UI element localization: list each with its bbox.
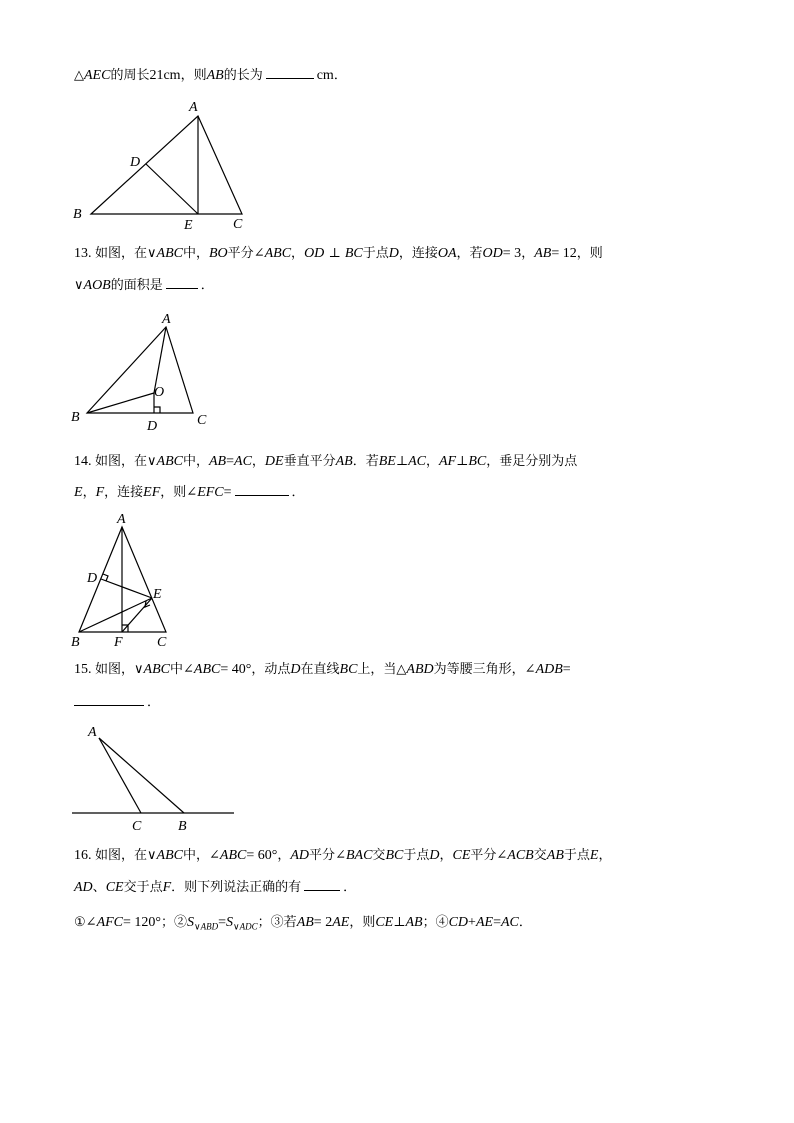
fig15-label-b: B — [178, 819, 187, 834]
fig13-label-o: O — [154, 385, 165, 400]
fig12-label-e: E — [184, 218, 193, 233]
question-13-line-2: ∨AOB的面积是 ． — [74, 278, 214, 293]
question-14-line-2: E，F，连接EF，则∠EFC= ． — [74, 485, 305, 500]
fig12-label-d: D — [130, 155, 141, 170]
question-13-line-1: 13. 如图，在∨ABC中，BO平分∠ABC，OD ⊥ BC于点D，连接OA，若OD= 3，AB= 12，则 — [74, 246, 603, 261]
fig12-label-b: B — [73, 207, 82, 222]
question-16-line-1: 16. 如图，在∨ABC中，∠ABC= 60°，AD平分∠BAC交BC于点D，CE平分∠ACB交AB于点E， — [74, 848, 612, 863]
question-16-line-2: AD、CE交于点F．则下列说法正确的有 ． — [74, 880, 357, 895]
fig14-label-f: F — [114, 635, 123, 650]
question-16-options: ①∠AFC= 120°；$②S_{\vee ABD}=S_{\vee ADC}$；③若AB= 2AE，则CE⊥AB；④CD+AE=AC． — [74, 915, 532, 932]
fig14-label-b: B — [71, 635, 80, 650]
fig12-label-a: A — [189, 100, 198, 115]
fig15-segment-ac — [99, 738, 141, 813]
fig13-label-c: C — [197, 413, 207, 428]
fig15-segment-ab — [99, 738, 184, 813]
fig14-label-e: E — [153, 587, 162, 602]
fig14-label-a: A — [117, 512, 126, 527]
question-15-line-2: ． — [74, 693, 160, 712]
fig13-label-d: D — [147, 419, 158, 434]
fig13-label-b: B — [71, 410, 80, 425]
question-15-line-1: 15. 如图，∨ABC中∠ABC= 40°，动点D在直线BC上，当△ABD为等腰三角形，∠ADB= — [74, 662, 571, 677]
answer-blank-16[interactable] — [304, 878, 340, 891]
fig14-label-c: C — [157, 635, 167, 650]
fig12-label-c: C — [233, 217, 243, 232]
question-14-line-1: 14. 如图，在∨ABC中，AB=AC，DE垂直平分AB．若BE⊥AC，AF⊥BC，垂足分别为点 — [74, 454, 578, 469]
fig15-label-c: C — [132, 819, 142, 834]
fig14-label-d: D — [87, 571, 98, 586]
fig13-label-a: A — [162, 312, 171, 327]
question-12-tail: △AEC的周长21cm，则AB的长为 cm． — [74, 68, 347, 83]
fig15-label-a: A — [88, 725, 97, 740]
